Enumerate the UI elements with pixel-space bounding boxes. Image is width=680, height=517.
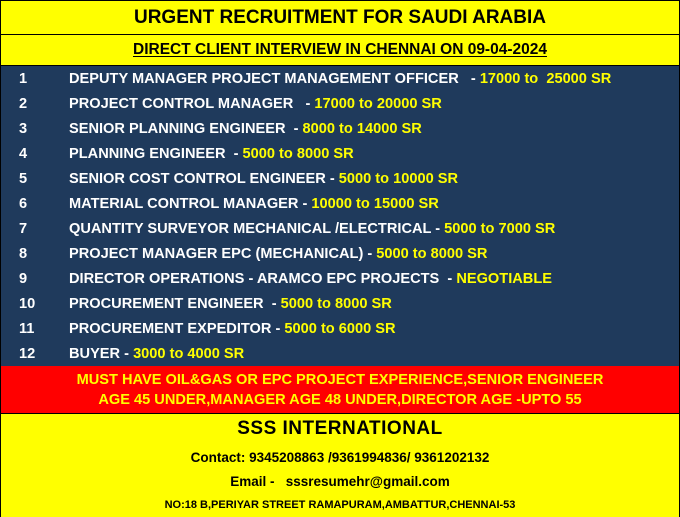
title-banner — [1, 1, 679, 35]
job-text — [69, 321, 396, 337]
requirements-line-2: AGE 45 UNDER,MANAGER AGE 48 UNDER,DIRECTOR AGE -UPTO 55 — [98, 391, 582, 408]
job-text — [69, 271, 552, 287]
job-row — [1, 316, 679, 341]
job-title: PLANNING ENGINEER - — [69, 145, 243, 162]
job-row — [1, 116, 679, 141]
job-title: DIRECTOR OPERATIONS - ARAMCO EPC PROJECTS - — [69, 270, 457, 287]
job-text — [69, 221, 555, 237]
job-text — [69, 296, 392, 312]
job-salary: 5000 to 10000 SR — [338, 170, 459, 187]
job-number: 11 — [19, 320, 35, 337]
job-salary: 5000 to 6000 SR — [284, 320, 396, 337]
job-salary: 17000 to 25000 SR — [479, 70, 612, 87]
job-salary: 5000 to 8000 SR — [376, 245, 488, 262]
job-title: SENIOR PLANNING ENGINEER - — [69, 120, 303, 137]
job-number: 12 — [19, 345, 36, 362]
job-salary: 10000 to 15000 SR — [311, 195, 439, 212]
interview-notice: DIRECT CLIENT INTERVIEW IN CHENNAI ON 09-04-2024 — [133, 41, 547, 58]
job-number: 3 — [19, 120, 28, 137]
job-row — [1, 66, 679, 91]
job-row — [1, 91, 679, 116]
job-text — [69, 146, 354, 162]
job-number: 6 — [19, 195, 28, 212]
job-salary: 5000 to 7000 SR — [444, 220, 556, 237]
company-address: NO:18 B,PERIYAR STREET RAMAPURAM,AMBATTUR,CHENNAI-53 — [164, 499, 516, 511]
job-title: QUANTITY SURVEYOR MECHANICAL /ELECTRICAL - — [69, 220, 445, 237]
job-row — [1, 291, 679, 316]
contact-phones: Contact: 9345208863 /9361994836/ 9361202132 — [190, 450, 490, 465]
contact-email: Email - sssresumehr@gmail.com — [230, 474, 450, 489]
job-number: 2 — [19, 95, 28, 112]
job-title: MATERIAL CONTROL MANAGER - — [69, 195, 312, 212]
job-title: BUYER - — [69, 345, 134, 362]
job-salary: 17000 to 20000 SR — [314, 95, 442, 112]
company-name: SSS INTERNATIONAL — [237, 418, 443, 439]
job-list — [1, 66, 679, 366]
job-number: 9 — [19, 270, 28, 287]
job-salary: 5000 to 8000 SR — [280, 295, 392, 312]
job-number: 7 — [19, 220, 28, 237]
job-text — [69, 121, 422, 137]
requirements-line-1: MUST HAVE OIL&GAS OR EPC PROJECT EXPERIENCE,SENIOR ENGINEER — [76, 371, 604, 388]
job-row — [1, 341, 679, 366]
job-text — [69, 246, 487, 262]
job-row — [1, 266, 679, 291]
job-text — [69, 96, 442, 112]
job-text — [69, 171, 458, 187]
job-row — [1, 191, 679, 216]
job-salary: 8000 to 14000 SR — [302, 120, 422, 137]
job-title: SENIOR COST CONTROL ENGINEER - — [69, 170, 339, 187]
job-row — [1, 216, 679, 241]
job-number: 8 — [19, 245, 28, 262]
job-text — [69, 196, 439, 212]
job-row — [1, 241, 679, 266]
job-title: PROJECT MANAGER EPC (MECHANICAL) - — [69, 245, 377, 262]
job-title: DEPUTY MANAGER PROJECT MANAGEMENT OFFICER - — [69, 70, 480, 87]
page-title: URGENT RECRUITMENT FOR SAUDI ARABIA — [133, 6, 546, 28]
job-row — [1, 141, 679, 166]
job-title: PROCUREMENT EXPEDITOR - — [69, 320, 285, 337]
contact-footer — [1, 413, 679, 517]
requirements-banner — [1, 366, 679, 413]
job-number: 10 — [19, 295, 36, 312]
job-title: PROCUREMENT ENGINEER - — [69, 295, 281, 312]
job-row — [1, 166, 679, 191]
job-salary: NEGOTIABLE — [456, 270, 552, 287]
job-text — [69, 346, 244, 362]
job-number: 1 — [19, 70, 28, 87]
job-salary: 5000 to 8000 SR — [242, 145, 354, 162]
job-salary: 3000 to 4000 SR — [133, 345, 245, 362]
job-title: PROJECT CONTROL MANAGER - — [69, 95, 315, 112]
job-number: 4 — [19, 145, 28, 162]
subtitle-banner — [1, 35, 679, 66]
job-number: 5 — [19, 170, 28, 187]
job-text — [69, 71, 611, 87]
